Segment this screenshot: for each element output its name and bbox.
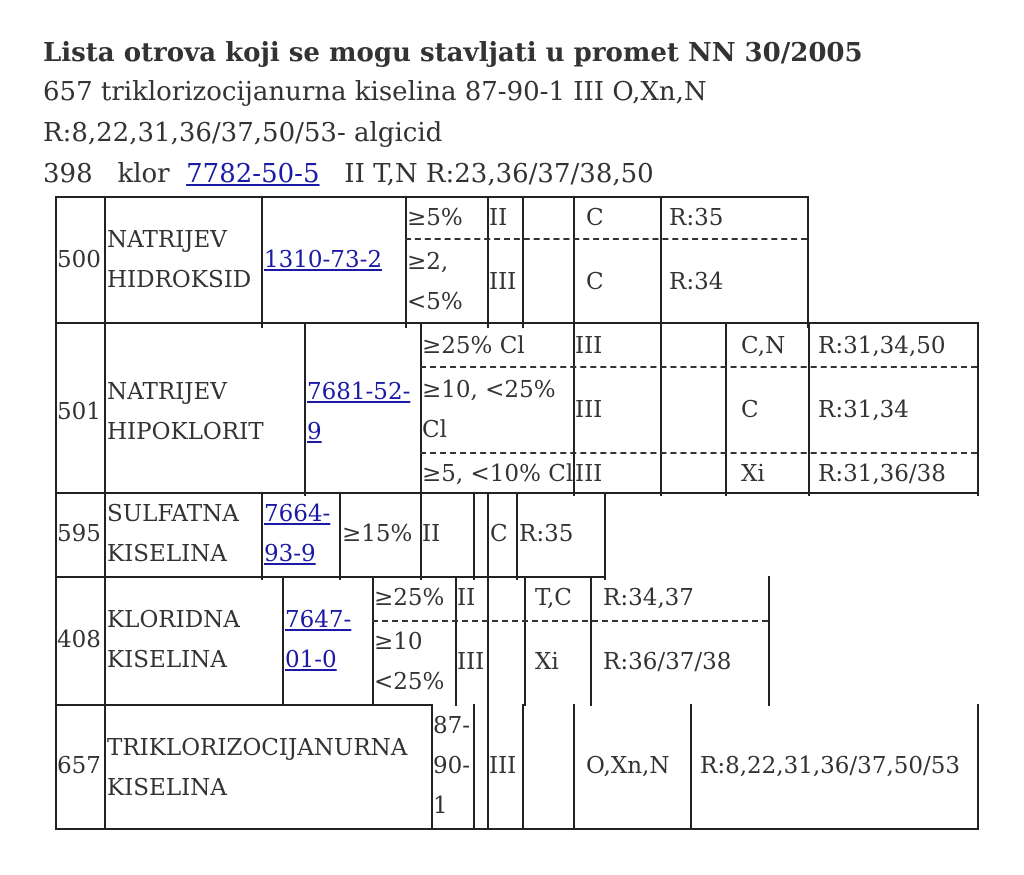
table-501-conc-1: ≥25% Cl xyxy=(422,333,525,359)
table-501-number: 501 xyxy=(57,399,101,425)
table-657-name-1: TRIKLORIZOCIJANURNA xyxy=(107,735,408,761)
table-500-symbol-2: C xyxy=(586,269,604,295)
table-408 xyxy=(55,576,985,706)
table-500-conc-2b: <5% xyxy=(407,289,463,315)
table-501-conc-3: ≥5, <10% Cl xyxy=(422,461,574,487)
table-501-name-1: NATRIJEV xyxy=(107,379,227,405)
table-657-class: III xyxy=(489,753,517,779)
table-501-r-3: R:31,36/38 xyxy=(818,461,946,487)
table-657-symbol: O,Xn,N xyxy=(586,753,670,779)
cas-link-7664-93-9[interactable]: 7664- xyxy=(264,501,331,527)
table-408-conc-2a: ≥10 xyxy=(374,629,423,655)
table-501-class-2: III xyxy=(575,397,603,423)
table-500-conc-2a: ≥2, xyxy=(407,249,449,275)
info-line-3-number: 398 xyxy=(43,159,93,189)
cas-link-7664-93-9-cont[interactable]: 93-9 xyxy=(264,541,316,567)
info-line-3-rest: II T,N R:23,36/37/38,50 xyxy=(344,159,654,189)
table-408-conc-1: ≥25% xyxy=(374,585,445,611)
table-501-symbol-1: C,N xyxy=(741,333,786,359)
table-657-cas-2: 90- xyxy=(433,753,471,779)
table-595-name-1: SULFATNA xyxy=(107,501,239,527)
table-408-number: 408 xyxy=(57,627,101,653)
table-595-conc: ≥15% xyxy=(342,521,413,547)
table-408-class-1: II xyxy=(457,585,476,611)
table-595-number: 595 xyxy=(57,521,101,547)
table-408-r-2: R:36/37/38 xyxy=(603,649,732,675)
table-501-conc-2a: ≥10, <25% xyxy=(422,377,556,403)
cas-link-7647-01-0-cont[interactable]: 01-0 xyxy=(285,647,337,673)
table-501-conc-2b: Cl xyxy=(422,417,447,443)
table-501-name-2: HIPOKLORIT xyxy=(107,419,264,445)
table-501-symbol-2: C xyxy=(741,397,759,423)
cas-link-7782-50-5[interactable]: 7782-50-5 xyxy=(186,159,320,189)
cas-link-7681-52-9-cont[interactable]: 9 xyxy=(307,419,322,445)
table-500-r-1: R:35 xyxy=(669,205,724,231)
table-657-r: R:8,22,31,36/37,50/53 xyxy=(700,753,961,779)
info-line-1: 657 triklorizocijanurna kiselina 87-90-1 III O,Xn,N xyxy=(43,77,707,107)
table-501-symbol-3: Xi xyxy=(741,461,765,487)
cas-link-7647-01-0[interactable]: 7647- xyxy=(285,607,352,633)
cas-link-7681-52-9[interactable]: 7681-52- xyxy=(307,379,411,405)
table-657 xyxy=(55,704,985,830)
table-501-class-1: III xyxy=(575,333,603,359)
table-500 xyxy=(55,196,815,328)
table-501 xyxy=(55,322,985,496)
table-408-name-2: KISELINA xyxy=(107,647,227,673)
table-408-symbol-2: Xi xyxy=(535,649,559,675)
table-595-symbol: C xyxy=(490,521,508,547)
table-500-name-2: HIDROKSID xyxy=(107,267,252,293)
table-408-symbol-1: T,C xyxy=(535,585,572,611)
table-657-cas-3: 1 xyxy=(433,793,448,819)
table-500-class-1: II xyxy=(489,205,508,231)
table-595 xyxy=(55,492,985,580)
table-501-r-2: R:31,34 xyxy=(818,397,909,423)
info-line-2: R:8,22,31,36/37,50/53- algicid xyxy=(43,118,443,148)
table-595-class: II xyxy=(422,521,441,547)
info-line-3 xyxy=(43,156,654,192)
table-595-r: R:35 xyxy=(519,521,574,547)
table-501-r-1: R:31,34,50 xyxy=(818,333,946,359)
table-595-name-2: KISELINA xyxy=(107,541,227,567)
table-408-conc-2b: <25% xyxy=(374,669,445,695)
info-line-3-name: klor xyxy=(117,159,170,189)
cas-link-1310-73-2[interactable]: 1310-73-2 xyxy=(264,247,382,273)
table-501-class-3: III xyxy=(575,461,603,487)
table-500-name-1: NATRIJEV xyxy=(107,227,227,253)
table-500-conc-1: ≥5% xyxy=(407,205,463,231)
table-657-cas-1: 87- xyxy=(433,713,471,739)
table-657-number: 657 xyxy=(57,753,101,779)
table-408-name-1: KLORIDNA xyxy=(107,607,240,633)
page-title: Lista otrova koji se mogu stavljati u promet NN 30/2005 xyxy=(43,38,863,68)
table-500-symbol-1: C xyxy=(586,205,604,231)
table-500-number: 500 xyxy=(57,247,101,273)
table-408-r-1: R:34,37 xyxy=(603,585,694,611)
table-657-name-2: KISELINA xyxy=(107,775,227,801)
table-500-class-2: III xyxy=(489,269,517,295)
table-500-r-2: R:34 xyxy=(669,269,724,295)
table-408-class-2: III xyxy=(457,649,485,675)
